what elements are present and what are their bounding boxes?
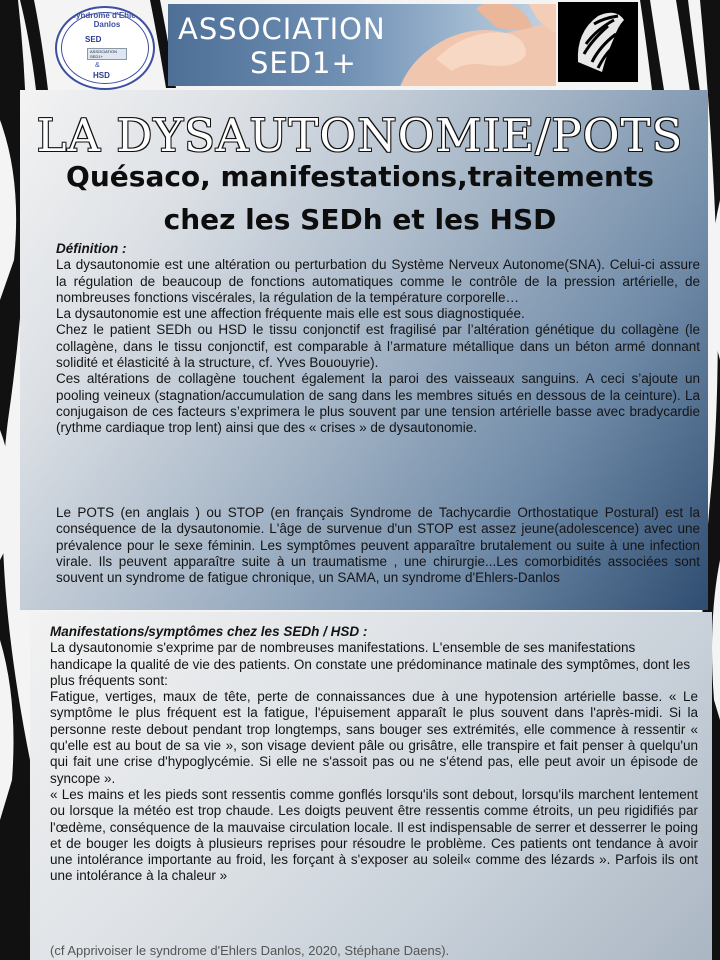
- definition-paragraph: La dysautonomie est une altération ou perturbation du Système Nerveux Autonome(SNA). Celui-ci assure la régulation de beaucoup de fonctions automatiques comme le contrôle de la pression artérielle, de nombreuses fonctions viscérales, la régulation de la température corporelle…: [56, 257, 700, 305]
- manifestations-section: [50, 624, 698, 885]
- association-banner: [168, 4, 556, 86]
- zebra-image: [558, 2, 638, 82]
- pots-paragraph: Le POTS (en anglais ) ou STOP (en français Syndrome de Tachycardie Orthostatique Postural) est la conséquence de la dysautonomie. L'âge de survenue d'un STOP est assez jeune(adolescence) avec une prévalence pour le sexe féminin. Les symptômes peuvent apparaître brutalement ou suite à une infection virale. Ils peuvent apparaître suite à un traumatisme , une chirurgie...Les comorbidités associées sont souvent un syndrome de fatigue chronique, un SAMA, un syndrome d'Ehlers-Danlos: [56, 505, 700, 586]
- definition-label: Définition :: [56, 241, 127, 256]
- subtitle-line2: chez les SEDh et les HSD: [163, 203, 557, 236]
- definition-paragraph: Ces altérations de collagène touchent également la paroi des vaisseaux sanguins. A ceci s’ajoute un pooling veineux (stagnation/accumulation de sang dans les membres situés en dessous de la ceinture). La conjugaison de ces facteurs s’exprimera le plus souvent par une tension artérielle basse avec bradycardie (rythme cardiaque trop lent) ainsi que des « crises » de dysautonomie.: [56, 371, 700, 436]
- manifestations-symptoms: Fatigue, vertiges, maux de tête, perte de connaissances due à une hypotension artérielle basse. « Le symptôme le plus fréquent est la fatigue, l'épuisement apparaît le plus souvent dans l'après-midi. Si la personne reste debout pendant trop longtemps, sans bouger ses extrémités, elle commence à ressentir « qu'elle est au bout de sa vie », son visage devient pâle ou grisâtre, elle transpire et fait penser à quelqu'un qui fait une crise d'hypoglycémie. Si elle ne s'assoit pas ou ne s'étend pas, elle peut avoir un épisode de syncope ».: [50, 689, 698, 786]
- manifestations-intro: La dysautonomie s'exprime par de nombreuses manifestations. L'ensemble de ses manifestations handicape la qualité de vie des patients. On constate une prédominance matinale des symptômes, dont les plus fréquents sont:: [50, 640, 691, 688]
- definition-paragraph: La dysautonomie est une affection fréquente mais elle est sous diagnostiquée.: [56, 306, 525, 322]
- pots-section: [56, 505, 700, 586]
- manifestations-label: Manifestations/symptômes chez les SEDh / HSD :: [50, 624, 368, 639]
- citation: (cf Apprivoiser le syndrome d'Ehlers Danlos, 2020, Stéphane Daens).: [50, 943, 450, 958]
- association-logo: [55, 6, 155, 90]
- subtitle-line1: Quésaco, manifestations,traitements: [66, 160, 654, 193]
- holding-hands-icon: [376, 4, 556, 86]
- logo-ampersand: &: [95, 62, 100, 69]
- banner-title-line1: ASSOCIATION: [178, 12, 386, 46]
- manifestations-quote: « Les mains et les pieds sont ressentis comme gonflés lorsqu'ils sont debout, lorsqu'ils marchent lentement ou lorsque la météo est trop chaude. Les doigts peuvent être ressentis comme étroits, un peu rigidifiés par l'œdème, conséquence de la mauvaise circulation locale. Il est indispensable de serrer et desserrer le poing et de bouger les doigts à plusieurs reprises pour résoudre le problème. Ces patients ont tendance à avoir une intolérance importante au froid, les forçant à s'exposer au soleil« comme des lézards ». Parfois ils ont une intolérance à la chaleur »: [50, 786, 698, 884]
- page-title: LA DYSAUTONOMIE/POTS: [36, 109, 684, 162]
- definition-paragraph: Chez le patient SEDh ou HSD le tissu conjonctif est fragilisé par l’altération génétique du collagène (le collagène, dans le tissu conjonctif, est comparable à l’armature métallique dans un béton armé donnant solidité et élasticité à la structure, cf. Yves Bououyrie).: [56, 322, 700, 371]
- logo-hsd: HSD: [93, 71, 110, 80]
- logo-arc-text: Syndrome d'Ehlers Danlos: [70, 11, 144, 29]
- logo-sed: SED: [85, 35, 102, 44]
- logo-association-box: ASSOCIATION SED1+: [87, 48, 127, 60]
- banner-title-line2: SED1+: [250, 46, 357, 80]
- definition-section: [56, 241, 700, 437]
